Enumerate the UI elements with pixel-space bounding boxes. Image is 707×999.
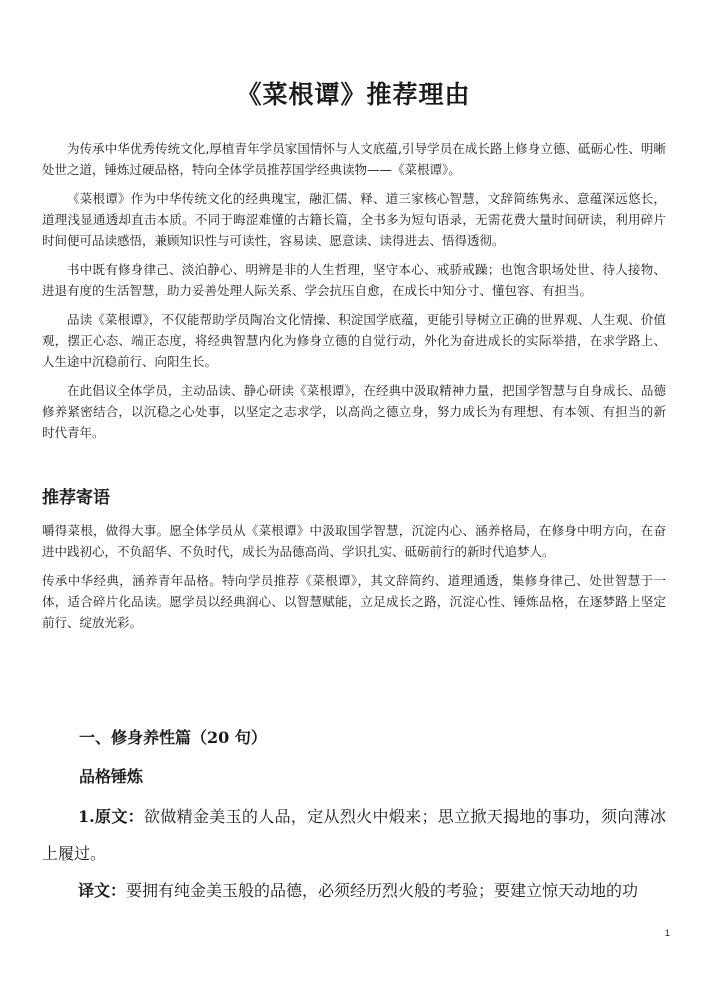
intro-paragraph: 品读《菜根谭》，不仅能帮助学员陶冶文化情操、积淀国学底蕴，更能引导树立正确的世界观、人生观、价值观，摆正心态、端正态度，将经典智慧内化为修身立德的自觉行动，外化为奋进成长的实际举措，在求学路上、人生途中沉稳前行、向阳生长。	[42, 312, 666, 369]
intro-paragraph: 在此倡议全体学员，主动品读、静心研读《菜根谭》，在经典中汲取精神力量，把国学智慧与自身成长、品德修养紧密结合，以沉稳之心处事，以坚定之志求学，以高尚之德立身，努力成长为有理想、有本领、有担当的新时代青年。	[42, 383, 666, 440]
wish-section	[42, 520, 666, 641]
intro-paragraph: 《菜根谭》作为中华传统文化的经典瑰宝，融汇儒、释、道三家核心智慧，文辞简练隽永、意蕴深远悠长，道理浅显通透却直击本质。不同于晦涩难懂的古籍长篇，全书多为短句语录，无需花费大量时间研读，利用碎片时间便可品读感悟，兼顾知识性与可读性，容易读、愿意读、读得进去、悟得透彻。	[42, 191, 666, 248]
translation-label: 译文：	[78, 881, 127, 900]
original-label: 1.原文：	[78, 807, 144, 826]
subsection-title: 品格锤炼	[79, 767, 144, 786]
translation-text: 要拥有纯金美玉般的品德，必须经历烈火般的考验；要建立惊天动地的功	[126, 881, 639, 900]
wish-heading: 推荐寄语	[42, 488, 110, 508]
wish-paragraph: 嚼得菜根，做得大事。愿全体学员从《菜根谭》中汲取国学智慧，沉淀内心、涵养格局，在修身中明方向，在奋进中践初心，不负韶华、不负时代，成长为品德高尚、学识扎实、砥砺前行的新时代追梦人。	[42, 523, 666, 559]
verse-original	[42, 798, 666, 872]
section-title: 一、修身养性篇（20 句）	[79, 728, 267, 747]
wish-paragraph: 传承中华经典，涵养青年品格。特向学员推荐《菜根谭》，其文辞简约、道理通透，集修身律己、处世智慧于一体，适合碎片化品读。愿学员以经典润心、以智慧赋能，立足成长之路，沉淀心性、锤炼品格，在逐梦路上坚定前行、绽放光彩。	[42, 573, 666, 630]
intro-paragraph: 为传承中华优秀传统文化,厚植青年学员家国情怀与人文底蕴,引导学员在成长路上修身立德、砥砺心性、明晰处世之道，锤炼过硬品格，特向全体学员推荐国学经典读物——《菜根谭》。	[42, 141, 666, 177]
document-title: 《菜根谭》推荐理由	[236, 80, 471, 109]
verse-translation	[42, 872, 666, 909]
original-text: 欲做精金美玉的人品，定从烈火中煅来；思立掀天揭地的事功，须向薄冰上履过。	[42, 807, 666, 863]
verse-entry	[42, 798, 666, 909]
page-number: 1	[664, 928, 670, 938]
intro-section	[42, 138, 666, 451]
intro-paragraph: 书中既有修身律己、淡泊静心、明辨是非的人生哲理，坚守本心、戒骄戒躁；也饱含职场处世、待人接物、进退有度的生活智慧，助力妥善处理人际关系、学会抗压自愈，在成长中知分寸、懂包容、有担当。	[42, 262, 666, 298]
